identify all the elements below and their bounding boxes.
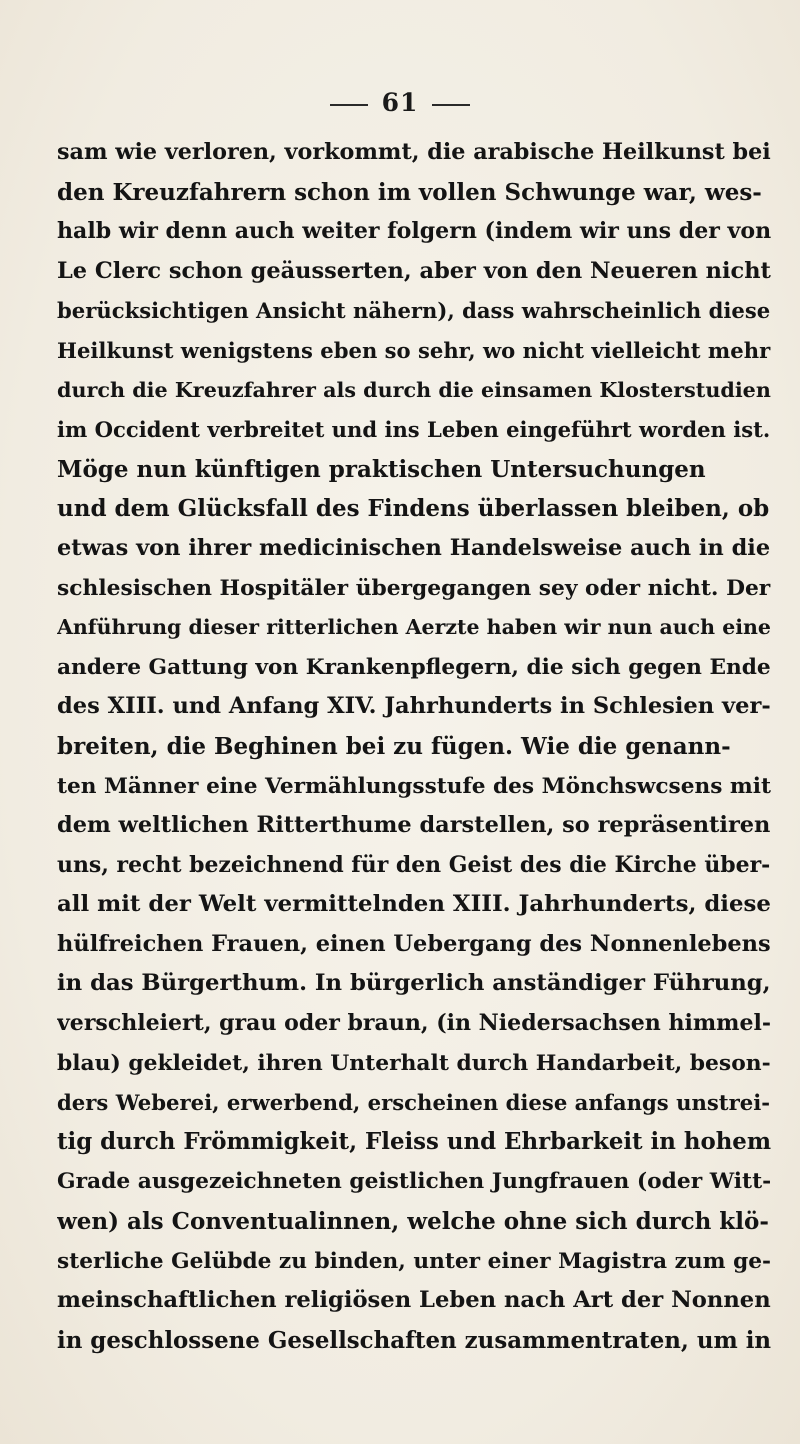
text-line: all mit der Welt vermittelnden XIII. Jahrhunderts, diese [57,891,771,918]
text-line: andere Gattung von Krankenpflegern, die sich gegen Ende [57,654,771,680]
text-line: wen) als Conventualinnen, welche ohne sich durch klö- [57,1208,769,1236]
text-line: ten Männer eine Vermählungsstufe des Mönchswcsens mit [57,773,771,799]
page-header [0,88,800,117]
header-dash-left [330,104,368,106]
text-line: schlesischen Hospitäler übergegangen sey oder nicht. Der [57,575,771,601]
text-line: sam wie verloren, vorkommt, die arabische Heilkunst bei [57,139,771,165]
text-line: Anführung dieser ritterlichen Aerzte haben wir nun auch eine [57,615,771,640]
page-number: 61 [381,88,419,117]
text-line: Heilkunst wenigstens eben so sehr, wo nicht vielleicht mehr [57,337,771,363]
text-line: ders Weberei, erwerbend, erscheinen diese anfangs unstrei- [57,1090,771,1116]
text-line: etwas von ihrer medicinischen Handelsweise auch in die [57,534,771,561]
text-line: des XIII. und Anfang XIV. Jahrhunderts in Schlesien ver- [57,693,771,720]
text-line: tig durch Frömmigkeit, Fleiss und Ehrbarkeit in hohem [57,1128,771,1155]
text-line: und dem Glücksfall des Findens überlassen bleiben, ob [57,495,770,523]
text-line: berücksichtigen Ansicht nähern), dass wahrscheinlich diese [57,298,771,324]
text-line: meinschaftlichen religiösen Leben nach Art der Nonnen [57,1287,771,1314]
body-text [57,133,771,1360]
text-line: verschleiert, grau oder braun, (in Niedersachsen himmel- [57,1010,771,1037]
text-line: Le Clerc schon geäusserten, aber von den Neueren nicht [57,257,771,284]
text-line: dem weltlichen Ritterthume darstellen, so repräsentiren [57,812,771,839]
text-line: in geschlossene Gesellschaften zusammentraten, um in [57,1326,771,1354]
text-line: breiten, die Beghinen bei zu fügen. Wie die genann- [57,732,731,760]
text-line: sterliche Gelübde zu binden, unter einer Magistra zum ge- [57,1248,771,1274]
text-line: Möge nun künftigen praktischen Untersuchungen [57,455,706,483]
text-line: hülfreichen Frauen, einen Uebergang des Nonnenlebens [57,930,771,957]
text-line: im Occident verbreitet und ins Leben eingeführt worden ist. [57,417,771,443]
text-line: halb wir denn auch weiter folgern (indem wir uns der von [57,218,771,245]
text-line: in das Bürgerthum. In bürgerlich anständiger Führung, [57,970,771,997]
text-line: den Kreuzfahrern schon im vollen Schwunge war, wes- [57,178,762,206]
text-line: Grade ausgezeichneten geistlichen Jungfrauen (oder Witt- [57,1169,771,1195]
header-dash-right [432,104,470,106]
text-line: uns, recht bezeichnend für den Geist des die Kirche über- [57,851,771,878]
text-line: durch die Kreuzfahrer als durch die einsamen Klosterstudien [57,377,771,402]
text-line: blau) gekleidet, ihren Unterhalt durch Handarbeit, beson- [57,1050,771,1076]
